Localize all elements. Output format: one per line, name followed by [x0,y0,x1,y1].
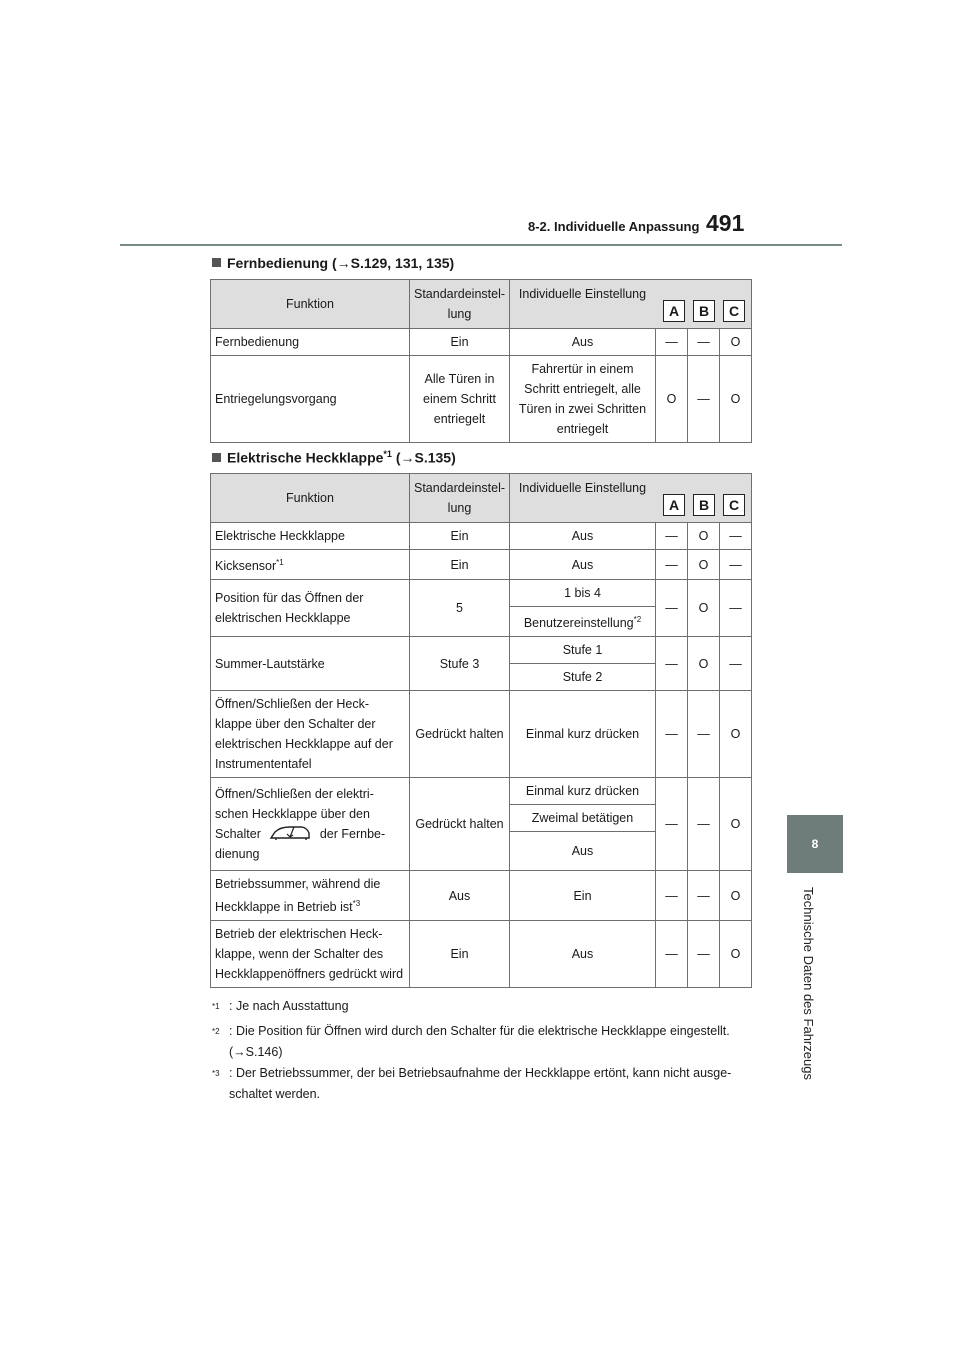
table-row: Zweimal betätigen [211,805,752,832]
footnote: $^{*3}$ : Der Betriebssummer, der bei Betriebsaufnahme der Heckklappe ertönt, kann nicht ausge-schaltet werden. [212,1066,732,1102]
tailgate-key-icon [268,824,312,842]
table-header-row [211,280,752,329]
table-row: Betriebssummer, während die Heckklappe in Betrieb ist$^{*3}$ Aus Ein — — O [211,871,752,921]
table-row: Position für das Öffnen der elektrischen Heckklappe 5 1 bis 4 — O — [211,580,752,607]
col-header-standard: Standardeinstel-lung [410,474,510,523]
chapter-tab: 8 [787,815,843,873]
column-box-a: A [663,494,685,516]
table-row: Betrieb der elektrischen Heck-klappe, wenn der Schalter des Heckklappenöffners gedrückt wird Ein Aus — — O [211,921,752,988]
column-box-b: B [693,494,715,516]
page-header-section: 8-2. Individuelle Anpassung [528,219,700,234]
table-row: Kicksensor$^{*1}$ Ein Aus — O — [211,550,752,580]
table-elektrische-heckklappe [210,473,752,988]
footnote: $^{*1}$ : Je nach Ausstattung [212,999,349,1013]
col-header-funktion: Funktion [211,474,410,523]
table-row: Fernbedienung Ein Aus — — O [211,329,752,356]
table-row: Stufe 2 [211,664,752,691]
footnote: $^{*2}$ : Die Position für Öffnen wird durch den Schalter für die elektrische Heckklappe eingestellt. (→S.146) [212,1024,730,1060]
table-row: Elektrische Heckklappe Ein Aus — O — [211,523,752,550]
footnotes [212,996,752,1105]
column-box-b: B [693,300,715,322]
section-title-fernbedienung: Fernbedienung (→S.129, 131, 135) [212,255,454,271]
chapter-title-vertical: Technische Daten des Fahrzeugs [801,887,816,1080]
square-bullet-icon [212,453,221,462]
col-header-standard: Standardeinstel-lung [410,280,510,329]
table-row: Summer-Lautstärke Stufe 3 Stufe 1 — O — [211,637,752,664]
table-row: Entriegelungsvorgang Alle Türen in einem Schritt entriegelt Fahrertür in einem Schritt entriegelt, alle Türen in zwei Schritten entriegelt O — O [211,356,752,443]
column-box-c: C [723,300,745,322]
column-box-c: C [723,494,745,516]
col-header-individuell: Individuelle Einstellung A B C [510,474,752,523]
col-header-funktion: Funktion [211,280,410,329]
table-row: Aus [211,832,752,871]
table-row: Benutzereinstellung$^{*2}$ [211,607,752,637]
square-bullet-icon [212,258,221,267]
table-header-row [211,474,752,523]
page-number: 491 [706,210,745,236]
table-row: Öffnen/Schließen der Heck-klappe über den Schalter der elektrischen Heckklappe auf der Instrumententafel Gedrückt halten Einmal kurz drücken — — O [211,691,752,778]
column-box-a: A [663,300,685,322]
header-rule [120,244,842,246]
table-row: Öffnen/Schließen der elektri-schen Heckklappe über den Schalter der Fernbe-dienung Gedrückt halten Einmal kurz drücken — — O [211,778,752,805]
section-title-elektrische-heckklappe: Elektrische Heckklappe$^{*1}$ (→S.135) [212,449,456,466]
table-fernbedienung [210,279,752,443]
col-header-individuell: Individuelle Einstellung A B C [510,280,752,329]
